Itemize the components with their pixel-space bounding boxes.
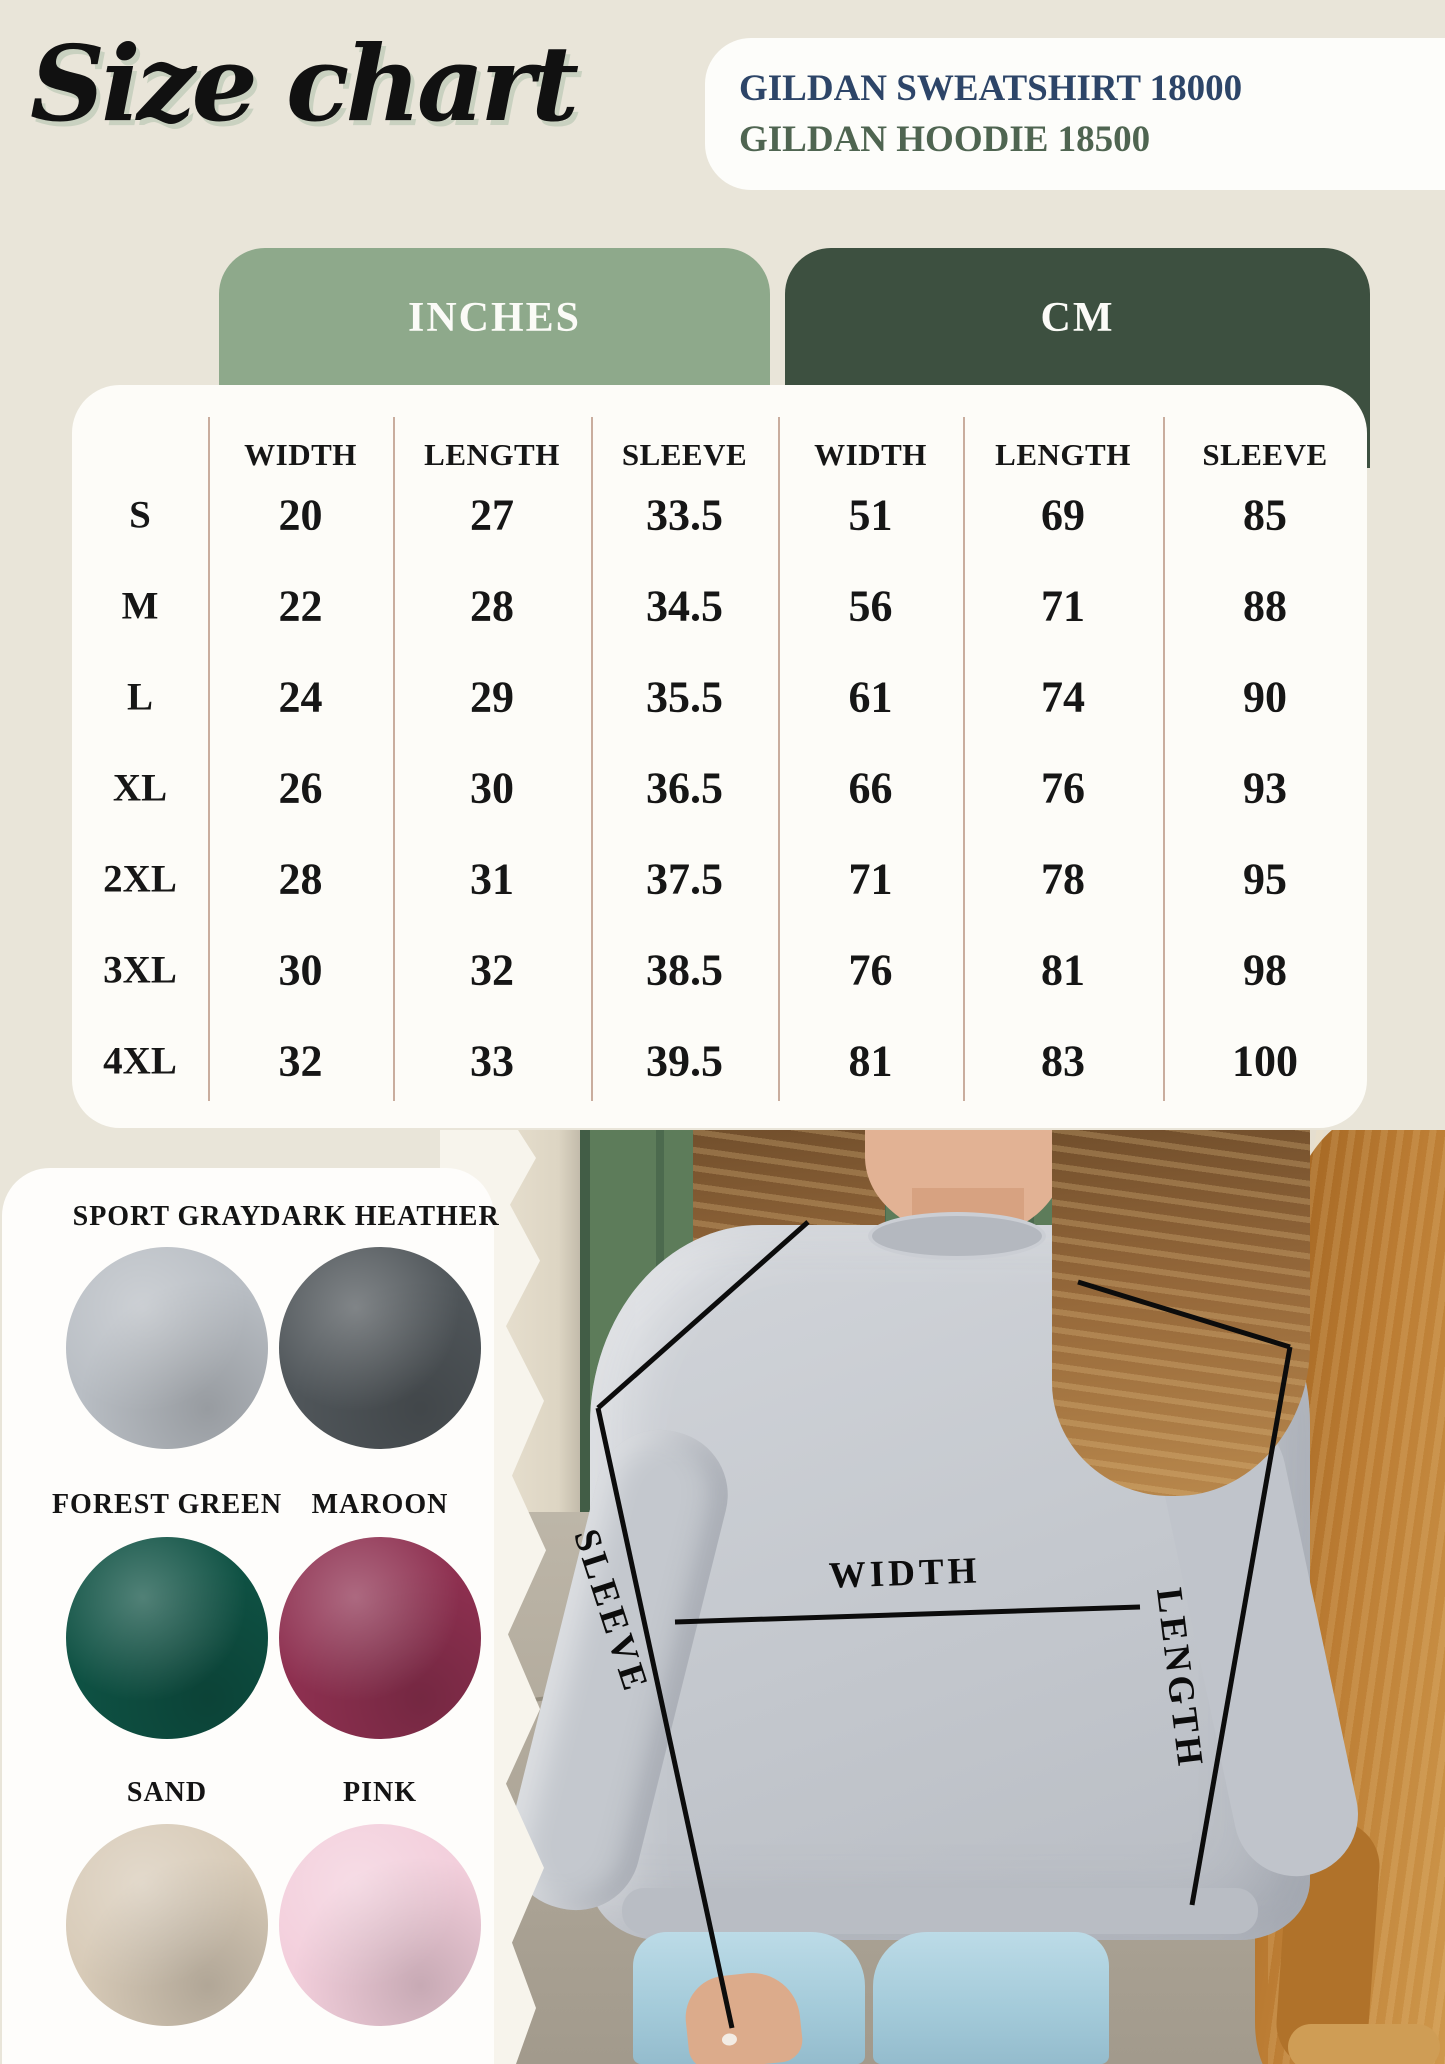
value-4xl-in-sleeve: 39.5 [646, 1036, 723, 1086]
value-2xl-in-sleeve: 37.5 [646, 854, 723, 904]
page-title: Size chart [30, 22, 576, 145]
value-m-cm-length: 71 [1041, 581, 1085, 631]
value-xl-in-width: 26 [278, 763, 323, 813]
value-l-cm-width: 61 [848, 672, 893, 722]
value-3xl-in-sleeve: 38.5 [646, 945, 723, 995]
size-label-2xl: 2XL [103, 857, 177, 901]
column-divider [963, 417, 965, 1101]
swatch-circle-sand [66, 1824, 268, 2026]
value-3xl-in-width: 30 [278, 945, 323, 995]
product-photo [440, 1130, 1445, 2064]
swatch-label-sand: SAND [126, 1777, 208, 1808]
value-s-in-sleeve: 33.5 [646, 490, 723, 540]
value-4xl-cm-width: 81 [848, 1036, 893, 1086]
swatch-label-dark-heather: DARK HEATHER [260, 1201, 500, 1232]
swatch-circle-dark-heather [279, 1247, 481, 1449]
value-s-cm-width: 51 [848, 490, 893, 540]
swatch-label-pink: PINK [343, 1777, 417, 1808]
value-l-in-length: 29 [470, 672, 514, 722]
swatch-circle-forest-green [66, 1537, 268, 1739]
value-2xl-cm-length: 78 [1041, 854, 1085, 904]
column-header-cm-length: LENGTH [995, 437, 1131, 472]
swatch-circle-pink [279, 1824, 481, 2026]
value-4xl-in-width: 32 [278, 1036, 323, 1086]
value-s-in-width: 20 [278, 490, 323, 540]
column-header-inches-sleeve: SLEEVE [621, 437, 748, 472]
size-label-l: L [126, 675, 154, 719]
value-xl-cm-width: 66 [848, 763, 893, 813]
value-m-cm-width: 56 [848, 581, 893, 631]
value-xl-in-length: 30 [470, 763, 514, 813]
value-l-cm-sleeve: 90 [1243, 672, 1287, 722]
column-header-cm-sleeve: SLEEVE [1202, 437, 1328, 472]
value-3xl-cm-sleeve: 98 [1243, 945, 1287, 995]
value-2xl-cm-width: 71 [848, 854, 893, 904]
value-3xl-cm-length: 81 [1041, 945, 1085, 995]
length-measure-line [1192, 1347, 1290, 1905]
size-label-4xl: 4XL [103, 1039, 177, 1083]
column-header-cm-width: WIDTH [814, 437, 927, 472]
size-label-s: S [129, 493, 151, 537]
value-s-cm-sleeve: 85 [1243, 490, 1287, 540]
value-4xl-in-length: 33 [470, 1036, 514, 1086]
size-table [72, 385, 1367, 1128]
value-l-in-width: 24 [278, 672, 323, 722]
color-swatch-panel [2, 1168, 500, 2064]
value-l-cm-length: 74 [1041, 672, 1085, 722]
column-divider [393, 417, 395, 1101]
column-divider [591, 417, 593, 1101]
column-header-inches-width: WIDTH [244, 437, 357, 472]
value-xl-cm-length: 76 [1041, 763, 1085, 813]
size-label-3xl: 3XL [103, 948, 177, 992]
value-4xl-cm-sleeve: 100 [1232, 1036, 1298, 1086]
size-label-xl: XL [112, 766, 168, 810]
swatch-label-maroon: MAROON [311, 1489, 449, 1520]
column-divider [778, 417, 780, 1101]
tab-inches-label: INCHES [407, 295, 582, 341]
value-s-cm-length: 69 [1041, 490, 1085, 540]
value-xl-cm-sleeve: 93 [1243, 763, 1287, 813]
measurement-annotations [440, 1130, 1445, 2064]
column-divider [208, 417, 210, 1101]
column-header-inches-length: LENGTH [424, 437, 560, 472]
sleeve-measure-line [598, 1408, 732, 2028]
value-xl-in-sleeve: 36.5 [646, 763, 723, 813]
right-shoulder-line [1078, 1282, 1290, 1347]
swatch-label-sport-gray: SPORT GRAY [72, 1201, 262, 1232]
value-m-in-sleeve: 34.5 [646, 581, 723, 631]
product-names-box [705, 38, 1445, 190]
value-2xl-in-width: 28 [278, 854, 323, 904]
size-label-m: M [121, 584, 159, 628]
value-m-in-length: 28 [470, 581, 514, 631]
sleeve-annotation-label: SLEEVE [565, 1524, 657, 1699]
width-measure-line [675, 1607, 1140, 1622]
value-3xl-cm-width: 76 [848, 945, 893, 995]
column-divider [1163, 417, 1165, 1101]
length-annotation-label: LENGTH [1147, 1585, 1211, 1772]
width-annotation-label: WIDTH [828, 1550, 982, 1597]
tab-cm-label: CM [1040, 295, 1115, 341]
value-l-in-sleeve: 35.5 [646, 672, 723, 722]
swatch-label-forest-green: FOREST GREEN [51, 1489, 283, 1520]
product-line-sweatshirt: GILDAN SWEATSHIRT 18000 [739, 68, 1243, 109]
swatch-circle-sport-gray [66, 1247, 268, 1449]
product-line-hoodie: GILDAN HOODIE 18500 [739, 119, 1151, 160]
value-m-cm-sleeve: 88 [1243, 581, 1287, 631]
swatch-circle-maroon [279, 1537, 481, 1739]
value-4xl-cm-length: 83 [1041, 1036, 1085, 1086]
value-m-in-width: 22 [278, 581, 323, 631]
collar-to-shoulder-line [598, 1222, 808, 1408]
value-3xl-in-length: 32 [470, 945, 514, 995]
value-2xl-in-length: 31 [470, 854, 514, 904]
value-2xl-cm-sleeve: 95 [1243, 854, 1287, 904]
value-s-in-length: 27 [470, 490, 514, 540]
